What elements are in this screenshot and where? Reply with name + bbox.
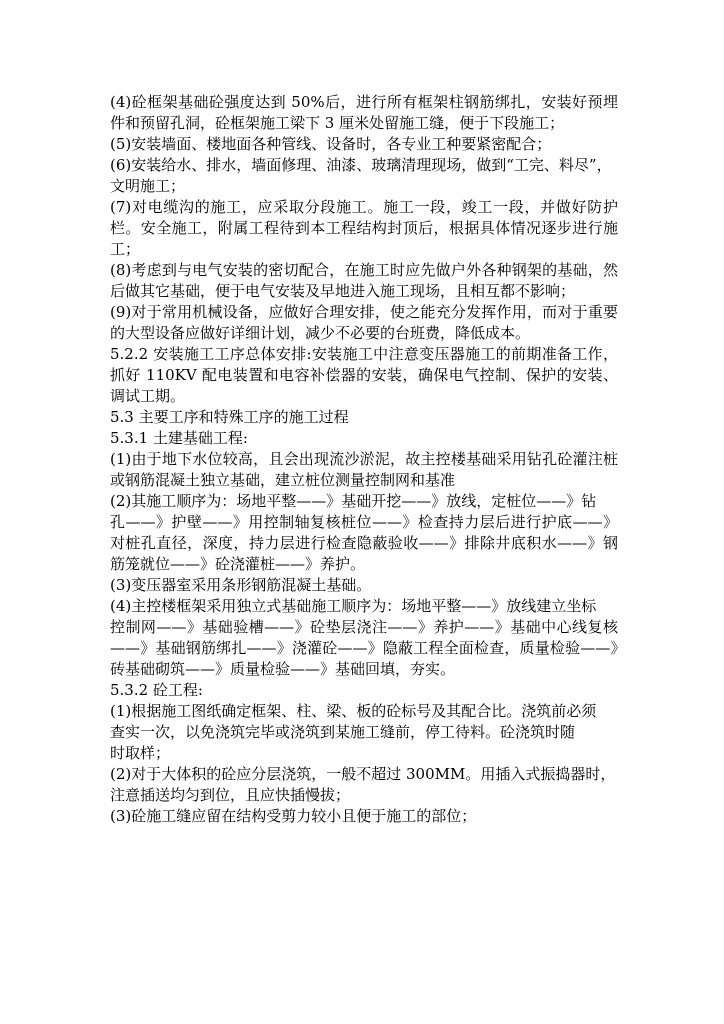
paragraph: (8)考虑到与电气安装的密切配合，在施工时应先做户外各种钢架的基础，然后做其它基础，便于电气安装及早地进入施工现场，且相互都不影响； (110, 261, 618, 300)
paragraph: (3)砼施工缝应留在结构受剪力较小且便于施工的部位； (110, 807, 477, 825)
section-heading: 5.3 主要工序和特殊工序的施工过程 (110, 408, 349, 426)
paragraph: 时取样； (110, 744, 171, 762)
paragraph: (9)对于常用机械设备，应做好合理安排，使之能充分发挥作用，而对于重要的大型设备应做好详细计划，减少不必要的台班费，降低成本。 (110, 303, 618, 342)
paragraph: (3)变压器室采用条形钢筋混凝土基础。 (110, 576, 372, 594)
paragraph: (2)其施工顺序为：场地平整——》基础开挖——》放线，定桩位——》钻 (110, 492, 597, 510)
document-body (110, 92, 618, 827)
paragraph: 文明施工； (110, 177, 186, 195)
paragraph: (4)主控楼框架采用独立式基础施工顺序为：场地平整——》放线建立坐标 (110, 597, 597, 615)
paragraph: (2)对于大体积的砼应分层浇筑，一般不超过 300MM。用插入式振捣器时， (110, 765, 616, 783)
paragraph: 注意插送均匀到位，且应快插慢拔； (110, 786, 351, 804)
paragraph: (7)对电缆沟的施工，应采取分段施工。施工一段，竣工一段，并做好防护栏。安全施工，附属工程待到本工程结构封顶后，根据具体情况逐步进行施工； (110, 198, 618, 258)
paragraph: (1)根据施工图纸确定框架、柱、梁、板的砼标号及其配合比。浇筑前必须 (110, 702, 597, 720)
paragraph: (4)砼框架基础砼强度达到 50%后，进行所有框架柱钢筋绑扎，安装好预埋件和预留孔洞，砼框架施工梁下 3 厘米处留施工缝，便于下段施工； (110, 93, 618, 132)
section-paragraph: 5.2.2 安装施工工序总体安排:安装施工中注意变压器施工的前期准备工作，抓好 110KV 配电装置和电容补偿器的安装，确保电气控制、保护的安装、调试工期。 (110, 345, 618, 405)
paragraph: 控制网——》基础验槽——》砼垫层浇注——》养护——》基础中心线复核——》基础钢筋绑扎——》浇灌砼——》隐蔽工程全面检查，质量检验——》砖基础砌筑——》质量检验——》基础回填，夯实。 (110, 618, 618, 678)
subsection-heading: 5.3.2 砼工程: (110, 681, 203, 699)
paragraph: (1)由于地下水位较高，且会出现流沙淤泥，故主控楼基础采用钻孔砼灌注桩或钢筋混凝土独立基础，建立桩位测量控制网和基准 (110, 450, 618, 489)
paragraph: (5)安装墙面、楼地面各种管线、设备时，各专业工种要紧密配合； (110, 135, 552, 153)
paragraph: (6)安装给水、排水，墙面修理、油漆、玻璃清理现场，做到“工完、料尽”， (110, 156, 612, 174)
subsection-heading: 5.3.1 土建基础工程: (110, 429, 248, 447)
paragraph: 查实一次，以免浇筑完毕或浇筑到某施工缝前，停工待料。砼浇筑时随 (110, 723, 576, 741)
paragraph: 孔——》护壁——》用控制轴复核桩位——》检查持力层后进行护底——》对桩孔直径，深度，持力层进行检查隐蔽验收——》排除井底积水——》钢筋笼就位——》砼浇灌桩——》养护。 (110, 513, 618, 573)
